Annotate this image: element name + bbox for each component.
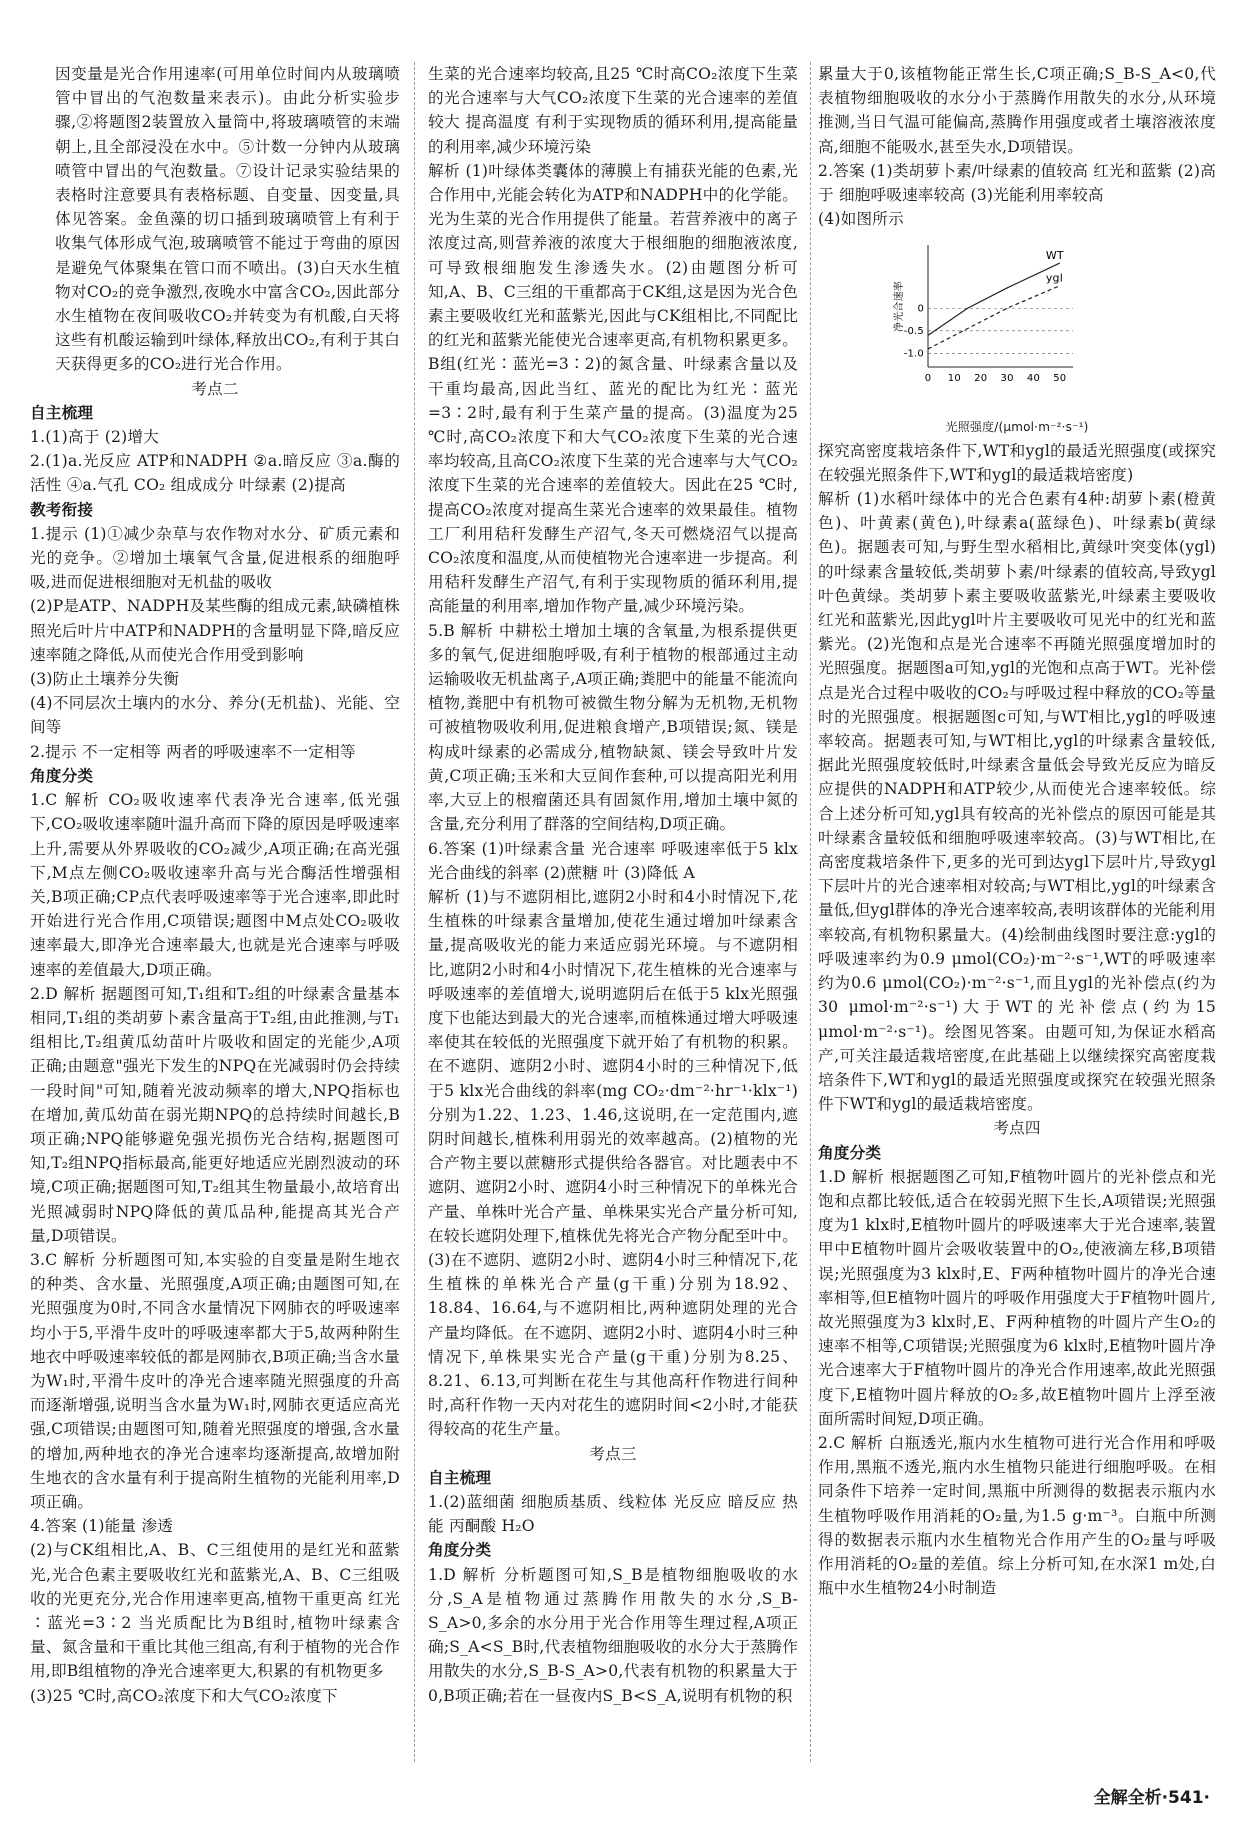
answer-item: 2.提示 不一定相等 两者的呼吸速率不一定相等 bbox=[30, 742, 356, 761]
answer-item: 解析 (1)水稻叶绿体中的光合色素有4种:胡萝卜素(橙黄色)、叶黄素(黄色),叶绿素a(蓝绿色)、叶绿素b(黄绿色)。据题表可知,与野生型水稻相比,黄绿叶突变体(ygl)的叶绿素含量较低,类胡萝卜素/叶绿素的值较高,导致ygl叶色黄绿。类胡萝卜素主要吸收蓝紫光,叶绿素主要吸收红光和蓝紫光,因此ygl叶片主要吸收可见光中的红光和蓝紫光。(2)光饱和点是光合速率不再随光照强度增加时的光照强度。据题图a可知,ygl的光饱和点高于WT。光补偿点是光合过程中吸收的CO₂与呼吸过程中释放的CO₂等量时的光照强度。根据题图c可知,与WT相比,ygl的呼吸速率较高。据题表可知,与WT相比,ygl的叶绿素含量较低,据此光照强度较低时,叶绿素含量低会导致光反应为暗反应提供的NADPH和ATP较少,从而使光合速率较低。综合上述分析可知,ygl具有较高的光补偿点的原因可能是其叶绿素含量较低和细胞呼吸速率较高。(3)与WT相比,在高密度栽培条件下,更多的光可到达ygl下层叶片,导致ygl下层叶片的光合速率相对较高;与WT相比,ygl的叶绿素含量低,但ygl群体的净光合速率较高,表明该群体的光能利用率较高,有机物积累量大。(4)绘制曲线图时要注意:ygl的呼吸速率约为0.9 μmol(CO₂)·m⁻²·s⁻¹,WT的呼吸速率约为0.6 μmol(CO₂)·m⁻²·s⁻¹,而且ygl的光补偿点(约为30 μmol·m⁻²·s⁻¹)大于WT的光补偿点(约为15 μmol·m⁻²·s⁻¹)。绘图见答案。由题可知,为保证水稻高产,可关注最适栽培密度,在此基础上以继续探究高密度栽培条件下,WT和ygl的最适光照强度或探究在较强光照条件下WT和ygl的最适栽培密度。 bbox=[818, 490, 1216, 1114]
column-right bbox=[818, 62, 1216, 1752]
answer-line: 1.(1)高于 (2)增大 bbox=[30, 428, 159, 447]
answer-item: 1.提示 (1)①减少杂草与农作物对水分、矿质元素和光的竞争。②增加土壤氧气含量,促进根系的细胞呼吸,进而促进根细胞对无机盐的吸收 bbox=[30, 524, 400, 592]
x-tick-label: 20 bbox=[974, 373, 988, 385]
section-title: 自主梳理 bbox=[428, 1468, 492, 1487]
x-tick-label: 0 bbox=[924, 373, 932, 385]
series-label-WT: WT bbox=[1045, 249, 1064, 263]
series-line-WT bbox=[928, 263, 1060, 335]
section-heading: 考点四 bbox=[993, 1119, 1041, 1138]
answer-item: 解析 (1)与不遮阴相比,遮阴2小时和4小时情况下,花生植株的叶绿素含量增加,使花生通过增加叶绿素含量,提高吸收光的能力来适应弱光环境。与不遮阴相比,遮阴2小时和4小时情况下,花生植株的光合速率与呼吸速率的差值增大,说明遮阴后在低于5 klx光照强度下也能达到最大的光合速率,而植株通过增大呼吸速率使其在较低的光照强度下就开始了有机物的积累。在不遮阴、遮阴2小时、遮阴4小时的三种情况下,低于5 klx光合曲线的斜率(mg CO₂·dm⁻²·hr⁻¹·klx⁻¹)分别为1.22、1.23、1.46,这说明,在一定范围内,遮阴时间越长,植株利用弱光的效率越高。(2)植物的光合产物主要以蔗糖形式提供给各器官。对比题表中不遮阴、遮阴2小时、遮阴4小时三种情况下的单株光合产量、单株叶光合产量、单株果实光合产量分析可知,在较长遮阴处理下,植株优先将光合产物分配至叶中。(3)在不遮阴、遮阴2小时、遮阴4小时三种情况下,花生植株的单株光合产量(g干重)分别为18.92、18.84、16.64,与不遮阴相比,两种遮阴处理的光合产量均降低。在不遮阴、遮阴2小时、遮阴4小时三种情况下,单株果实光合产量(g干重)分别为8.25、8.21、6.13,可判断在花生与其他高秆作物进行间种时,高秆作物一天内对花生的遮阴时间<2小时,才能获得较高的花生产量。 bbox=[428, 887, 798, 1439]
column-divider bbox=[414, 62, 415, 1762]
answer-item: 5.B 解析 中耕松土增加土壤的含氧量,为根系提供更多的氧气,促进细胞呼吸,有利于植物的根部通过主动运输吸收无机盐离子,A项正确;粪肥中的能量不能流向植物,粪肥中有机物可被微生物分解为无机物,无机物可被植物吸收利用,促进粮食增产,B项错误;氮、镁是构成叶绿素的必需成分,植物缺氮、镁会导致叶片发黄,C项正确;玉米和大豆间作套种,可以提高阳光利用率,大豆上的根瘤菌还具有固氮作用,增加土壤中氮的含量,充分利用了群落的空间结构,D项正确。 bbox=[428, 621, 798, 834]
answer-item: (3)防止土壤养分失衡 bbox=[30, 670, 180, 689]
x-tick-label: 10 bbox=[947, 373, 961, 385]
answer-item: 4.答案 (1)能量 渗透 bbox=[30, 1517, 174, 1536]
answer-item: 2.C 解析 白瓶透光,瓶内水生植物可进行光合作用和呼吸作用,黑瓶不透光,瓶内水生植物只能进行细胞呼吸。在相同条件下培养一定时间,黑瓶中所测得的数据表示瓶内水生植物呼吸作用消耗的O₂量,为1.5 g·m⁻³。白瓶中所测得的数据表示瓶内水生植物光合作用产生的O₂量与呼吸作用消耗的O₂量的差值。综上分析可知,在水深1 m处,白瓶中水生植物24小时制造 bbox=[818, 1433, 1216, 1598]
y-axis-label: 净光合速率 bbox=[894, 281, 905, 333]
column-left bbox=[30, 62, 400, 1752]
answer-line: 1.(2)蓝细菌 细胞质基质、线粒体 光反应 暗反应 热能 丙酮酸 H₂O bbox=[428, 1492, 798, 1536]
section-heading: 考点三 bbox=[589, 1444, 637, 1463]
section-heading: 考点二 bbox=[191, 379, 239, 398]
paragraph: 生菜的光合速率均较高,且25 ℃时高CO₂浓度下生菜的光合速率与大气CO₂浓度下生菜的光合速率的差值较大 提高温度 有利于实现物质的循环利用,提高能量的利用率,减少环境污染 bbox=[428, 65, 798, 156]
x-tick-label: 30 bbox=[1000, 373, 1014, 385]
answer-line: 2.(1)a.光反应 ATP和NADPH ②a.暗反应 ③a.酶的活性 ④a.气孔 CO₂ 组成成分 叶绿素 (2)提高 bbox=[30, 452, 400, 495]
section-title: 自主梳理 bbox=[30, 403, 94, 422]
x-axis-label: 光照强度/(μmol·m⁻²·s⁻¹) bbox=[945, 419, 1089, 434]
x-tick-label: 50 bbox=[1053, 373, 1067, 385]
column-middle bbox=[428, 62, 798, 1752]
answer-item: 1.D 解析 根据题图乙可知,F植物叶圆片的光补偿点和光饱和点都比较低,适合在较弱光照下生长,A项错误;光照强度为1 klx时,E植物叶圆片的呼吸速率大于光合速率,装置甲中E植物叶圆片会吸收装置中的O₂,使液滴左移,B项错误;光照强度为3 klx时,E、F两种植物叶圆片的净光合速率相等,但E植物叶圆片的呼吸作用强度大于F植物叶圆片,故光照强度为3 klx时,E、F两种植物的叶圆片产生O₂的速率不相等,C项错误;光照强度为6 klx时,E植物叶圆片净光合速率大于F植物叶圆片的净光合作用速率,故此光照强度下,E植物叶圆片释放的O₂多,故E植物叶圆片上浮至液面所需时间短,D项正确。 bbox=[818, 1167, 1216, 1428]
section-title: 教考衔接 bbox=[30, 500, 94, 519]
column-divider bbox=[810, 62, 811, 1762]
series-label-ygl: ygl bbox=[1045, 272, 1063, 286]
answer-item: (2)P是ATP、NADPH及某些酶的组成元素,缺磷植株照光后叶片中ATP和NADPH的含量明显下降,暗反应速率随之降低,从而使光合作用受到影响 bbox=[30, 597, 400, 664]
answer-item: (2)与CK组相比,A、B、C三组使用的是红光和蓝紫光,光合色素主要吸收红光和蓝紫光,A、B、C三组吸收的光更充分,光合作用速率更高,植物干重更高 红光∶蓝光=3∶2 当光质配比为B组时,植物叶绿素含量、氮含量和干重比其他三组高,有利于植物的光合作用,即B组植物的净光合速率更大,积累的有机物更多 bbox=[30, 1541, 400, 1681]
y-tick-label: -0.5 bbox=[903, 326, 924, 338]
answer-item: 1.C 解析 CO₂吸收速率代表净光合速率,低光强下,CO₂吸收速率随叶温升高而下降的原因是呼吸速率上升,需要从外界吸收的CO₂减少,A项正确;在高光强下,M点左侧CO₂吸收速率升高与光合酶活性增强相关,B项正确;CP点代表呼吸速率等于光合速率,即此时开始进行光合作用,C项错误;题图中M点处CO₂吸收速率最大,即净光合速率最大,也就是光合速率与呼吸速率的差值最大,D项正确。 bbox=[30, 791, 400, 979]
answer-item: 解析 (1)叶绿体类囊体的薄膜上有捕获光能的色素,光合作用中,光能会转化为ATP和NADPH中的化学能。光为生菜的光合作用提供了能量。若营养液中的离子浓度过高,则营养液的浓度大于根细胞的细胞液浓度,可导致根细胞发生渗透失水。(2)由题图分析可知,A、B、C三组的干重都高于CK组,这是因为光合色素主要吸收红光和蓝紫光,因此与CK组相比,不同配比的红光和蓝紫光能使光合速率更高,有机物积累更多。B组(红光∶蓝光=3∶2)的氮含量、叶绿素含量以及干重均最高,因此当红、蓝光的配比为红光∶蓝光=3∶2时,最有利于生菜产量的提高。(3)温度为25 ℃时,高CO₂浓度下和大气CO₂浓度下生菜的光合速率均较高,且高CO₂浓度下生菜的光合速率与大气CO₂浓度下生菜的光合速率的差值较大。因此在25 ℃时,提高CO₂浓度对提高生菜光合速率的效果最佳。植物工厂利用秸秆发酵生产沼气,冬天可燃烧沼气以提高CO₂浓度和温度,从而使植物光合速率进一步提高。利用秸秆发酵生产沼气,有利于实现物质的循环利用,提高能量的利用率,增加作物产量,减少环境污染。 bbox=[428, 161, 798, 616]
net-photosynthesis-chart bbox=[888, 237, 1088, 407]
answer-item: (3)25 ℃时,高CO₂浓度下和大气CO₂浓度下 bbox=[30, 1686, 338, 1705]
section-title: 角度分类 bbox=[818, 1143, 882, 1162]
answer-item: 2.D 解析 据题图可知,T₁组和T₂组的叶绿素含量基本相同,T₁组的类胡萝卜素含量高于T₂组,由此推测,与T₁组相比,T₂组黄瓜幼苗叶片吸收和固定的光能少,A项正确;由题意"强光下发生的NPQ在光减弱时仍会持续一段时间"可知,随着光波动频率的增大,NPQ指标也在增加,黄瓜幼苗在弱光期NPQ的总持续时间越长,B项正确;NPQ能够避免强光损伤光合结构,据题图可知,T₂组NPQ指标最高,能更好地适应光剧烈波动的环境,C项正确;据题图可知,T₂组其生物量最小,故培育出光照减弱时NPQ降低的黄瓜品种,能提高其光合产量,D项错误。 bbox=[30, 984, 400, 1245]
section-title: 角度分类 bbox=[428, 1541, 492, 1560]
paragraph: 因变量是光合作用速率(可用单位时间内从玻璃喷管中冒出的气泡数量来表示)。由此分析实验步骤,②将题图2装置放入量筒中,将玻璃喷管的末端朝上,且全部浸没在水中。⑤计数一分钟内从玻璃喷管中冒出的气泡数量。⑦设计记录实验结果的表格时注意要具有表格标题、自变量、因变量,具体见答案。金鱼藻的切口插到玻璃喷管上有利于收集气体形成气泡,玻璃喷管不能过于弯曲的原因是避免气体聚集在管口而不喷出。(3)白天水生植物对CO₂的竞争激烈,夜晚水中富含CO₂,因此部分水生植物在夜间吸收CO₂并转变为有机酸,白天将这些有机酸运输到叶绿体,释放出CO₂,有利于其白天获得更多的CO₂进行光合作用。 bbox=[54, 65, 400, 374]
answer-item: (4)不同层次土壤内的水分、养分(无机盐)、光能、空间等 bbox=[30, 694, 400, 737]
y-tick-label: -1.0 bbox=[903, 348, 924, 360]
answer-item: 探究高密度栽培条件下,WT和ygl的最适光照强度(或探究在较强光照条件下,WT和ygl的最适栽培密度) bbox=[818, 441, 1216, 484]
answer-item: (4)如图所示 bbox=[818, 210, 904, 229]
page-footer: 全解全析·541· bbox=[1093, 1788, 1210, 1808]
paragraph: 累量大于0,该植物能正常生长,C项正确;S_B-S_A<0,代表植物细胞吸收的水分小于蒸腾作用散失的水分,从环境推测,当日气温可能偏高,蒸腾作用强度或者土壤溶液浓度高,细胞不能吸水,甚至失水,D项错误。 bbox=[818, 65, 1216, 156]
answer-item: 3.C 解析 分析题图可知,本实验的自变量是附生地衣的种类、含水量、光照强度,A项正确;由题图可知,在光照强度为0时,不同含水量情况下网肺衣的呼吸速率均小于5,平滑牛皮叶的呼吸速率都大于5,故两种附生地衣中呼吸速率较低的都是网肺衣,B项正确;当含水量为W₁时,平滑牛皮叶的净光合速率随光照强度的升高而逐渐增强,说明当含水量为W₁时,网肺衣更适应高光强,C项错误;由题图可知,随着光照强度的增强,含水量的增加,两种地衣的净光合速率均逐渐提高,故增加附生地衣的含水量有利于提高附生植物的光能利用率,D项正确。 bbox=[30, 1250, 400, 1511]
section-title: 角度分类 bbox=[30, 766, 94, 785]
answer-item: 1.D 解析 分析题图可知,S_B是植物细胞吸收的水分,S_A是植物通过蒸腾作用散失的水分,S_B-S_A>0,多余的水分用于光合作用等生理过程,A项正确;S_A<S_B时,代表植物细胞吸收的水分大于蒸腾作用散失的水分,S_B-S_A>0,代表有机物的积累量大于0,B项正确;若在一昼夜内S_B<S_A,说明有机物的积 bbox=[428, 1565, 798, 1705]
y-tick-label: 0 bbox=[917, 303, 924, 315]
answer-item: 2.答案 (1)类胡萝卜素/叶绿素的值较高 红光和蓝紫 (2)高于 细胞呼吸速率较高 (3)光能利用率较高 bbox=[818, 161, 1216, 205]
answer-item: 6.答案 (1)叶绿素含量 光合速率 呼吸速率低于5 klx光合曲线的斜率 (2)蔗糖 叶 (3)降低 A bbox=[428, 839, 798, 882]
x-tick-label: 40 bbox=[1026, 373, 1041, 385]
